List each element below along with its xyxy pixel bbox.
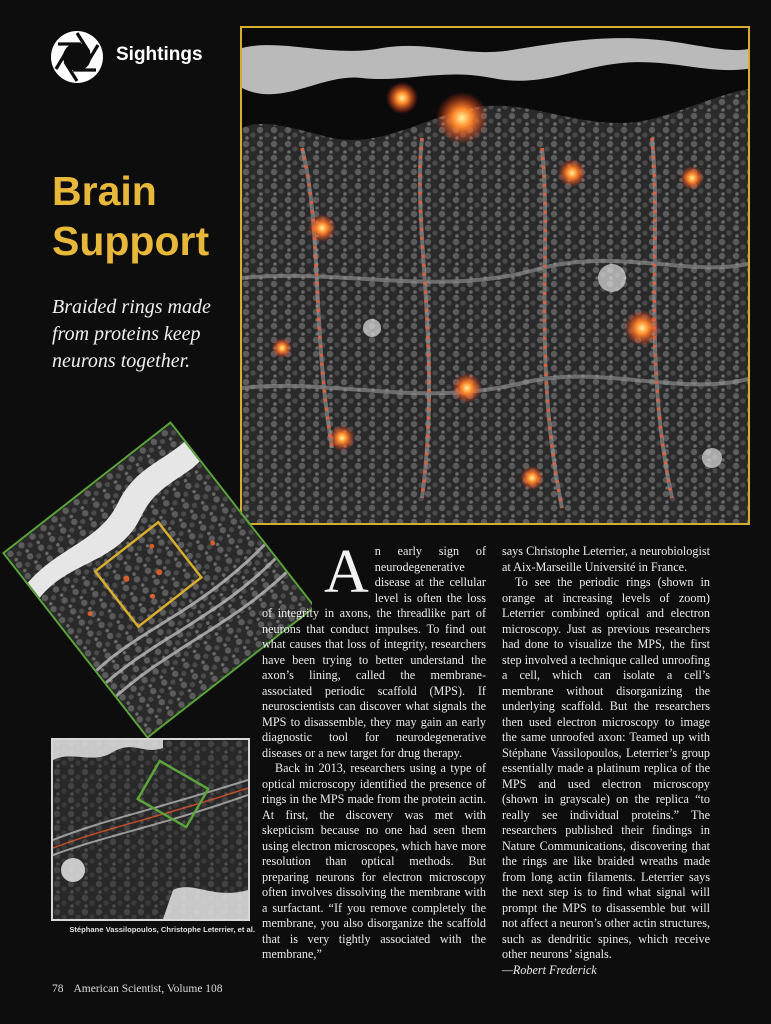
body-column-2 <box>502 544 710 978</box>
page-number: 78 <box>52 983 64 995</box>
body-paragraph-1: n early sign of neurodegenerative disease at the cellular level is often the loss of integrity in axons, the threadlike part of neurons that conduct impulses. To find out what causes that loss of integrity, researchers have been trying to better understand the axon’s lining, called the membrane-associated periodic scaffold (MPS). If neuroscientists can discover what signals the MPS to disassemble, they may gain an early diagnostic tool for neurodegenerative diseases or a new target for drug therapy. <box>262 544 486 760</box>
body-paragraph-3: says Christophe Leterrier, a neurobiologist at Aix-Marseille Université in France. <box>502 544 710 574</box>
drop-cap: A <box>324 538 369 606</box>
body-paragraph-2: Back in 2013, researchers using a type of optical microscopy identified the presence of rings in the MPS made from the protein actin. At first, the discovery was met with skepticism because no one had seen them using electron microscopes, which have more resolution than optical methods. But preparing neurons for electron microscopy often involves dissolving the membrane with a surfactant. “If you remove completely the membrane, you also disorganize the scaffold that is very tightly associated with the membrane,” <box>262 761 486 961</box>
overview-inset-image <box>51 738 250 921</box>
body-paragraph-4: To see the periodic rings (shown in orange at increasing levels of zoom) Leterrier combined optical and electron microscopy. Just as previous researchers had done to visualize the MPS, the first step involved a technique called unroofing a cell, which can isolate a cell’s membrane without disorganizing the underlying scaffold. But the researchers then used electron microscopy to image the same unroofed axon: Teamed up with Stéphane Vassilopoulos, Leterrier’s group essentially made a platinum replica of the MPS and used electron microscopy (shown in grayscale) on the replica “to really see individual proteins.” The researchers published their findings in Nature Communications, discovering that the rings are like braided wreaths made from long actin filaments. Leterrier says the next step is to find what signal will prompt the MPS to disassemble but will not affect a neuron’s other actin structures, such as dendritic spines, which receive other neurons’ signals. <box>502 575 710 961</box>
title-line-1: Brain <box>52 168 157 214</box>
page-title <box>52 166 242 266</box>
body-column-1 <box>262 538 486 963</box>
photo-credit: Stéphane Vassilopoulos, Christophe Leterrier, et al. <box>69 925 255 934</box>
publication-name: American Scientist, Volume 108 <box>73 983 223 995</box>
camera-aperture-icon <box>50 30 104 84</box>
author-signoff: —Robert Frederick <box>502 962 597 977</box>
section-label: Sightings <box>116 44 203 65</box>
main-microscopy-image <box>240 26 750 525</box>
page-footer <box>52 983 223 995</box>
title-line-2: Support <box>52 218 210 264</box>
subtitle: Braided rings made from proteins keep neurons together. <box>52 296 211 372</box>
